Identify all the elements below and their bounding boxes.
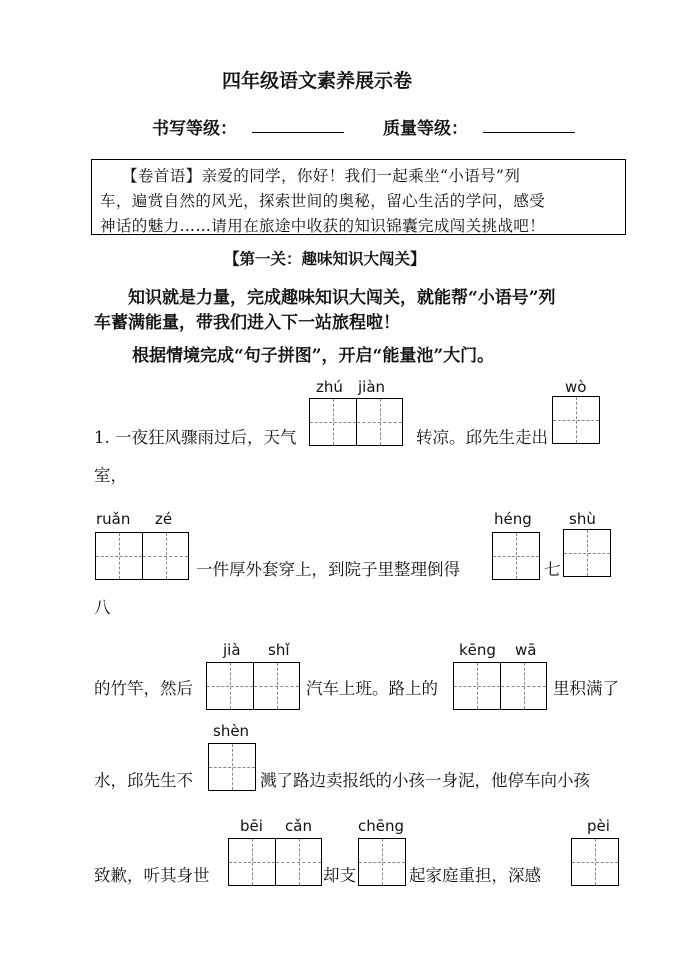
pinyin-zhu: zhú [316,378,343,396]
answer-grid-ruanze[interactable] [95,532,189,580]
preface-line-1: 【卷首语】亲爱的同学，你好！我们一起乘坐“小语号”列 [122,167,521,185]
pinyin-jian: jiàn [358,378,386,396]
pinyin-keng: kēng [459,641,496,659]
answer-grid-pei[interactable] [571,838,619,886]
instruction-text: 根据情境完成“句子拼图”，开启“能量池”大门。 [132,346,495,366]
answer-grid-beican[interactable] [228,838,322,886]
q1-text-5: 七 [544,560,561,579]
preface-line-2: 车，遍赏自然的风光，探索世间的奥秘，留心生活的学问，感受 [100,192,546,210]
q1-text-8: 汽车上班。路上的 [306,679,438,698]
pinyin-pei: pèi [587,817,610,835]
pinyin-cheng: chēng [358,817,405,835]
pinyin-shu: shù [569,510,596,528]
pinyin-wa: wā [515,641,537,659]
answer-grid-shen[interactable] [208,743,256,791]
q1-text-1: 1. 一夜狂风骤雨过后，天气 [94,428,297,447]
q1-text-11: 溅了路边卖报纸的小孩一身泥，他停车向小孩 [260,771,590,790]
pinyin-ruan: ruǎn [96,510,131,528]
pinyin-heng: héng [494,510,532,528]
quality-grade-blank[interactable] [483,116,575,137]
preface-line-3: 神话的魅力……请用在旅途中收获的知识锦囊完成闯关挑战吧！ [100,217,546,235]
q1-text-6: 八 [94,598,111,617]
q1-text-2: 转凉。邱先生走出 [416,428,548,447]
q1-text-9: 里积满了 [553,679,619,698]
pinyin-ze: zé [155,510,173,528]
pinyin-shen: shèn [213,722,250,740]
quality-grade-label: 质量等级： [383,119,468,139]
preface-box [91,159,626,235]
pinyin-can: cǎn [285,817,312,835]
page-title: 四年级语文素养展示卷 [222,70,413,92]
pinyin-bei: bēi [240,817,263,835]
writing-grade-label: 书写等级： [152,119,237,139]
answer-grid-jiashi[interactable] [206,662,300,710]
section-paragraph-line-2: 车蓄满能量，带我们进入下一站旅程啦！ [94,313,400,333]
answer-grid-zhujian[interactable] [309,398,403,446]
writing-grade-blank[interactable] [252,116,344,137]
q1-text-12: 致歉，听其身世 [94,866,210,885]
pinyin-wo: wò [565,378,587,396]
q1-text-13: 却支 [323,866,356,885]
section-paragraph-line-1: 知识就是力量，完成趣味知识大闯关，就能帮“小语号”列 [128,288,556,308]
section-heading: 【第一关：趣味知识大闯关】 [224,249,426,268]
answer-grid-wo[interactable] [552,396,600,444]
answer-grid-heng[interactable] [492,532,540,580]
answer-grid-shu[interactable] [563,529,611,577]
q1-text-3: 室， [94,466,127,485]
answer-grid-kengwa[interactable] [453,662,547,710]
q1-text-7: 的竹竿，然后 [94,679,193,698]
pinyin-shi: shǐ [268,641,290,659]
q1-text-4: 一件厚外套穿上，到院子里整理倒得 [196,560,460,579]
pinyin-jia: jià [223,641,241,659]
answer-grid-cheng[interactable] [358,838,406,886]
q1-text-14: 起家庭重担，深感 [409,866,541,885]
q1-text-10: 水，邱先生不 [94,771,193,790]
